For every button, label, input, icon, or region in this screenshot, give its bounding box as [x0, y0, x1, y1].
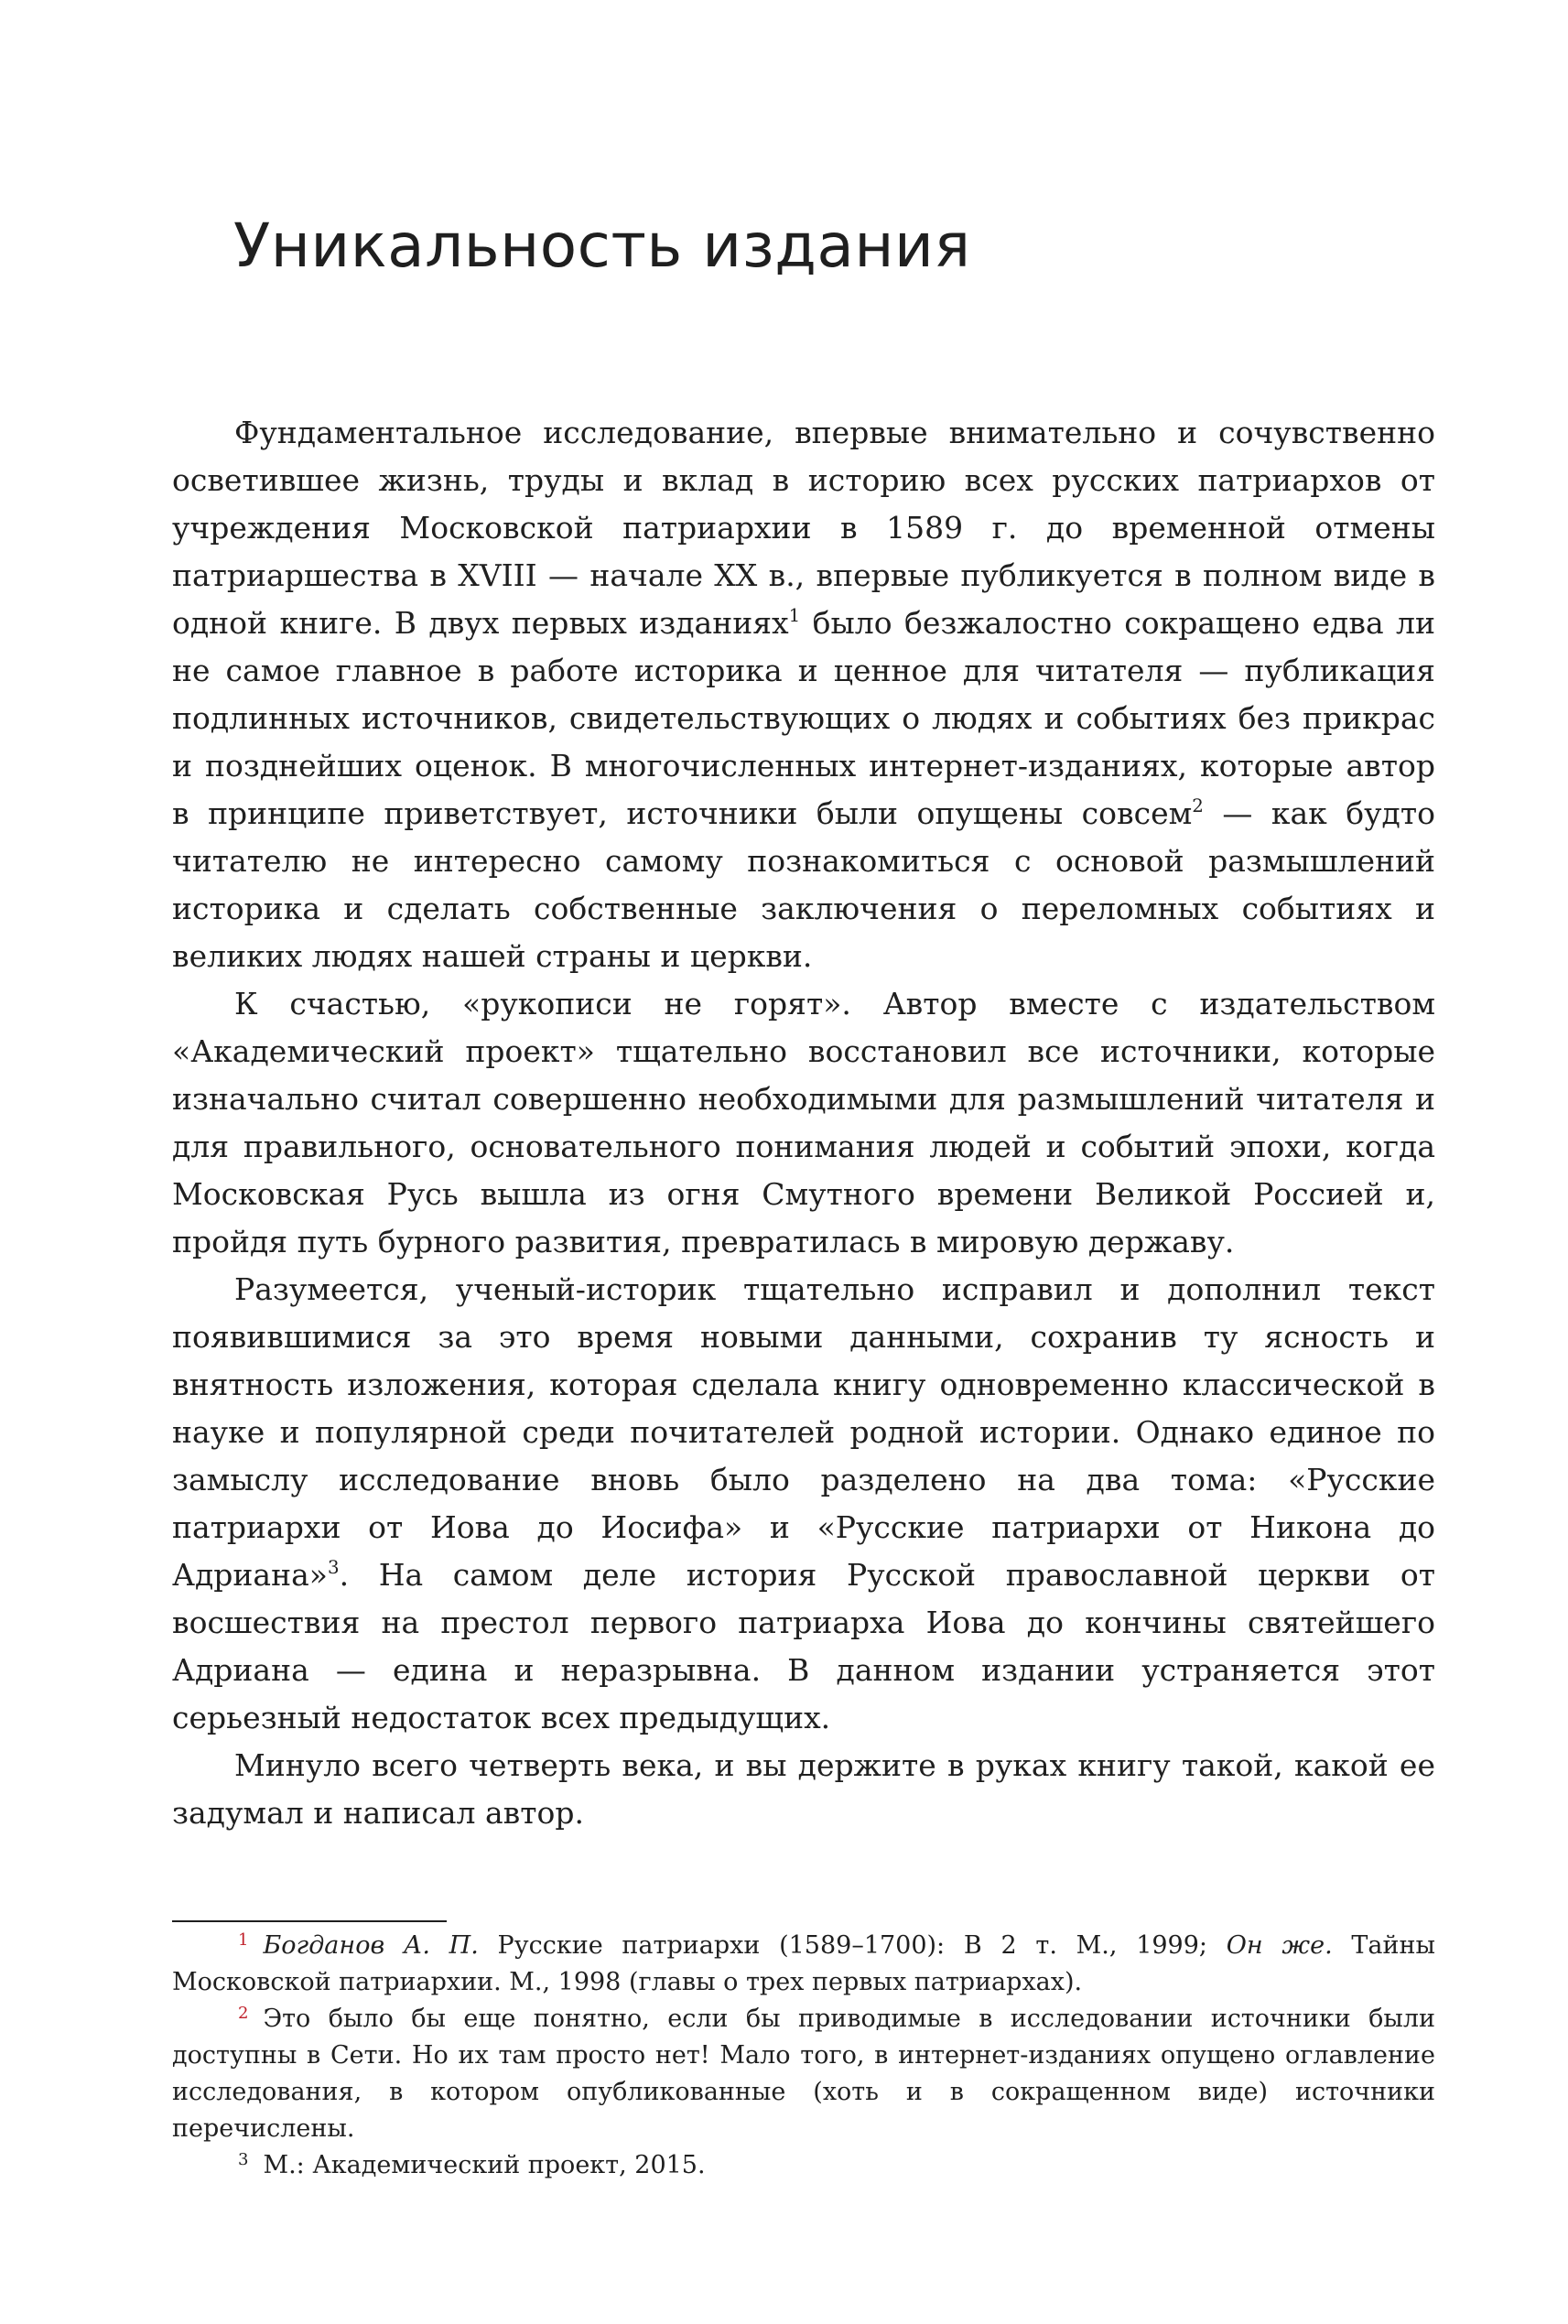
- paragraph-3-part-2: . На самом деле история Русской православной церкви от восшествия на престол первого патриарха Иова до кончины святейшего Адриана — едина и неразрывна. В данном издании устраняется этот серьезный недостаток всех предыдущих.: [172, 1557, 1435, 1735]
- paragraph-1-part-1: Фундаментальное исследование, впервые внимательно и сочувственно осветившее жизнь, труды и вклад в историю всех русских патриархов от учреждения Московской патриархии в 1589 г. до временной отмены патриаршества в XVIII — начале XX в., впервые публикуется в полном виде в одной книге. В двух первых изданиях: [172, 415, 1435, 641]
- paragraph-3-part-1: Разумеется, ученый-историк тщательно исправил и дополнил текст появившимися за это время новыми данными, сохранив ту ясность и внятность изложения, которая сделала книгу одновременно классической в науке и популярной среди почитателей родной истории. Однако единое по замыслу исследование вновь было разделено на два тома: «Русские патриархи от Иова до Иосифа» и «Русские патриархи от Никона до Адриана»: [172, 1271, 1435, 1593]
- footnote-mark-1: 1: [238, 1930, 249, 1950]
- paragraph-3: [172, 1266, 1435, 1742]
- footnote-1-ibid: Он же.: [1226, 1931, 1333, 1960]
- footnote-mark-3: 3: [238, 2150, 249, 2169]
- footnote-mark-2: 2: [238, 2004, 249, 2023]
- footnote-3-text: М.: Академический проект, 2015.: [263, 2151, 706, 2179]
- footnote-ref-3[interactable]: 3: [327, 1557, 340, 1579]
- paragraph-2: К счастью, «рукописи не горят». Автор вместе с издательством «Академический проект» тщательно восстановил все источники, которые изначально считал совершенно необходимыми для размышлений читателя и для правильного, основательного понимания людей и событий эпохи, когда Московская Русь вышла из огня Смутного времени Великой Россией и, пройдя путь бурного развития, превратилась в мировую державу.: [172, 986, 1435, 1259]
- footnote-1-author: Богданов А. П.: [263, 1931, 479, 1960]
- footnote-2-text: Это было бы еще понятно, если бы приводимые в исследовании источники были доступны в Сети. Но их там просто нет! Мало того, в интернет-изданиях опущено оглавление исследования, в котором опубликованные (хоть и в сокращенном виде) источники перечислены.: [172, 2005, 1435, 2143]
- footnote-1-text-1: Русские патриархи (1589–1700): В 2 т. М., 1999;: [478, 1931, 1227, 1960]
- footnote-ref-2[interactable]: 2: [1192, 795, 1204, 817]
- paragraph-4: Минуло всего четверть века, и вы держите в руках книгу такой, какой ее задумал и написал автор.: [172, 1747, 1435, 1831]
- footnotes: [172, 1928, 1435, 2184]
- footnote-divider: [172, 1920, 447, 1922]
- paragraph-1-part-3: — как будто читателю не интересно самому познакомиться с основой размышлений историка и сделать собственные заключения о переломных событиях и великих людях нашей страны и церкви.: [172, 795, 1435, 974]
- footnote-2: [172, 2001, 1435, 2147]
- main-text: [172, 409, 1435, 1837]
- footnote-1-text-2: Тайны Московской патриархии. М., 1998 (главы о трех первых патриархах).: [172, 1931, 1435, 1996]
- footnote-1: [172, 1928, 1435, 2001]
- paragraph-1-part-2: было безжалостно сокращено едва ли не самое главное в работе историка и ценное для читателя — публикация подлинных источников, свидетельствующих о людях и событиях без прикрас и позднейших оценок. В многочисленных интернет-изданиях, которые автор в принципе приветствует, источники были опущены совсем: [172, 605, 1435, 831]
- paragraph-1: [172, 409, 1435, 980]
- footnote-3: [172, 2147, 1435, 2184]
- page-title: Уникальность издания: [233, 211, 971, 281]
- footnote-ref-1[interactable]: 1: [788, 605, 801, 627]
